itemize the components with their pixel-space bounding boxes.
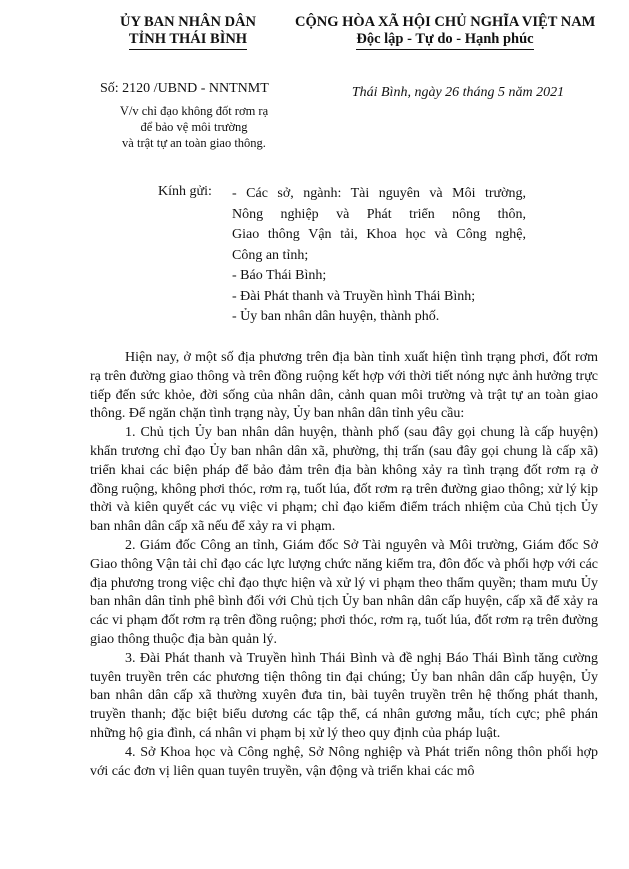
body-paragraph: 2. Giám đốc Công an tỉnh, Giám đốc Sở Tài nguyên và Môi trường, Giám đốc Sở Giao thông Vận tải chỉ đạo các lực lượng chức năng kiểm tra, đôn đốc và phối hợp với các địa phương trong việc chỉ đạo thực hiện và xử lý vi phạm theo thẩm quyền; tham mưu Ủy ban nhân dân tỉnh phê bình đối với Chủ tịch Ủy ban nhân dân cấp huyện, cấp xã để xảy ra các vi phạm đốt rơm rạ trên đồng ruộng; phơi thóc, rơm rạ, tuốt lúa, đốt rơm rạ trên đường giao thông thuộc địa bàn quản lý. [90, 537, 598, 647]
recipient-line: - Ủy ban nhân dân huyện, thành phố. [232, 309, 440, 324]
body-paragraph: 1. Chủ tịch Ủy ban nhân dân huyện, thành phố (sau đây gọi chung là cấp huyện) khẩn trương chỉ đạo Ủy ban nhân dân xã, phường, thị trấn (sau đây gọi chung là cấp xã) triển khai các biện pháp để bảo đảm trên địa bàn không xảy ra tình trạng đốt rơm rạ ở đồng ruộng, không phơi thóc, rơm rạ, tuốt lúa, đốt rơm rạ trên đường giao thông; xử lý kịp thời và kiên quyết các vụ việc vi phạm; chỉ đạo kiểm điểm trách nhiệm của Chủ tịch Ủy ban nhân dân cấp xã nếu để xảy ra vi phạm. [90, 425, 598, 535]
body-paragraph: 3. Đài Phát thanh và Truyền hình Thái Bình và đề nghị Báo Thái Bình tăng cường tuyên truyền trên các phương tiện thông tin đại chúng; Ủy ban nhân dân cấp huyện, Ủy ban nhân dân cấp xã thường xuyên đưa tin, bài tuyên truyền trên hệ thống phát thanh, truyền thanh; đặc biệt biểu dương các tập thể, cá nhân gương mẫu, tích cực; phê phán những hộ gia đình, cá nhân vi phạm bị xử lý theo quy định của pháp luật. [90, 650, 598, 741]
authority-name: ỦY BAN NHÂN DÂN [119, 14, 256, 30]
document-body [90, 349, 598, 781]
subject-line: V/v chỉ đạo không đốt rơm rạ [119, 104, 269, 118]
body-paragraph: Hiện nay, ở một số địa phương trên địa bàn tỉnh xuất hiện tình trạng phơi, đốt rơm rạ trên đường giao thông và trên đồng ruộng kết hợp với thời tiết nóng nực ảnh hưởng trực tiếp đến sức khỏe, đời sống của nhân dân, cảnh quan môi trường và trật tự an toàn giao thông. Để ngăn chặn tình trạng này, Ủy ban nhân dân tỉnh yêu cầu: [90, 350, 598, 422]
subject-line: để bảo vệ môi trường [140, 120, 248, 134]
recipient-line: Công an tỉnh; [232, 247, 309, 263]
nation-name: CỘNG HÒA XÃ HỘI CHỦ NGHĨA VIỆT NAM [295, 14, 596, 30]
recipient-line: - Báo Thái Bình; [232, 268, 327, 283]
national-motto: Độc lập - Tự do - Hạnh phúc [356, 31, 533, 50]
recipient-line: Nông nghiệp và Phát triển nông thôn, [232, 206, 526, 222]
greeting: Kính gửi: [158, 184, 212, 199]
document-subject [84, 103, 304, 151]
subject-line: và trật tự an toàn giao thông. [122, 136, 266, 150]
recipient-line: - Đài Phát thanh và Truyền hình Thái Bình; [232, 288, 476, 304]
recipient-line: Giao thông Vận tải, Khoa học và Công nghệ, [232, 227, 526, 242]
document-number: Số: 2120 /UBND - NNTNMT [100, 81, 269, 96]
recipient-line: - Các sở, ngành: Tài nguyên và Môi trường, [232, 186, 526, 201]
recipient-list [232, 184, 526, 328]
issuing-authority [88, 14, 288, 50]
national-header [295, 14, 595, 50]
place-and-date: Thái Bình, ngày 26 tháng 5 năm 2021 [351, 85, 565, 100]
authority-province: TỈNH THÁI BÌNH [129, 31, 247, 50]
body-paragraph: 4. Sở Khoa học và Công nghệ, Sở Nông nghiệp và Phát triển nông thôn phối hợp với các đơn vị liên quan tuyên truyền, vận động và triển khai các mô [90, 744, 598, 779]
